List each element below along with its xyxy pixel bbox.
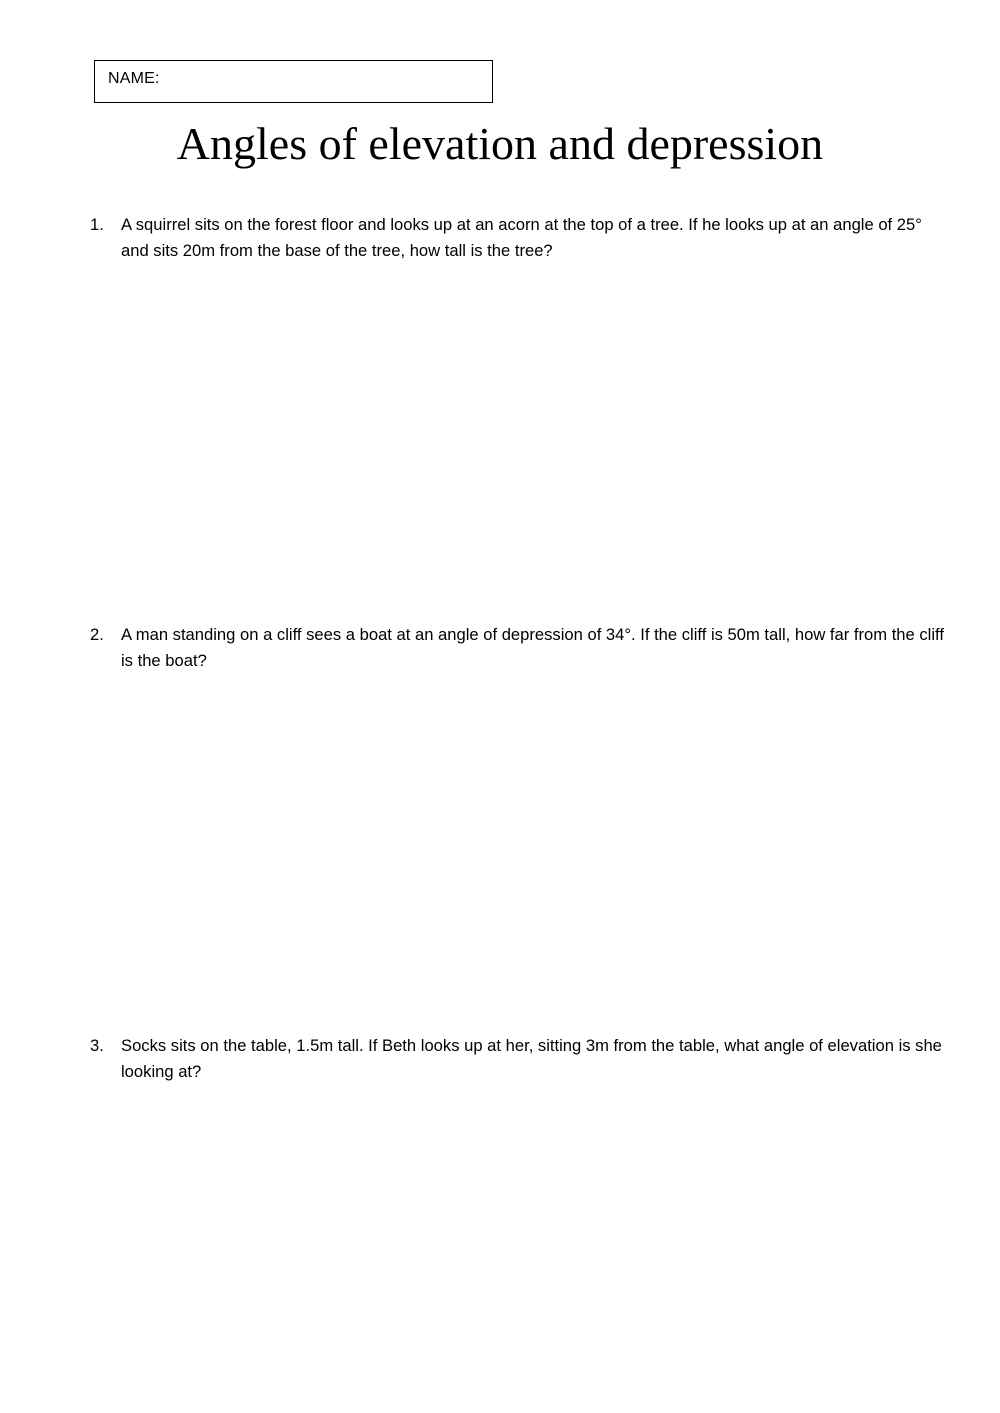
question-number: 3. <box>90 1036 104 1055</box>
question-text: Socks sits on the table, 1.5m tall. If Beth looks up at her, sitting 3m from the table, what angle of elevation is she looking at? <box>121 1036 942 1081</box>
name-label: NAME: <box>108 70 160 87</box>
question-text: A squirrel sits on the forest floor and looks up at an acorn at the top of a tree. If he looks up at an angle of 25° and sits 20m from the base of the tree, how tall is the tree? <box>121 215 922 260</box>
question-text: A man standing on a cliff sees a boat at an angle of depression of 34°. If the cliff is 50m tall, how far from the cliff is the boat? <box>121 625 944 670</box>
name-field[interactable] <box>94 60 493 103</box>
question-number: 1. <box>90 215 104 234</box>
page-title: Angles of elevation and depression <box>176 118 824 169</box>
answer-space-3[interactable] <box>90 1090 950 1390</box>
question-number: 2. <box>90 625 104 644</box>
answer-space-1[interactable] <box>90 270 950 610</box>
question-1 <box>90 212 950 264</box>
question-2 <box>90 622 950 674</box>
answer-space-2[interactable] <box>90 680 950 1020</box>
question-3 <box>90 1033 950 1085</box>
